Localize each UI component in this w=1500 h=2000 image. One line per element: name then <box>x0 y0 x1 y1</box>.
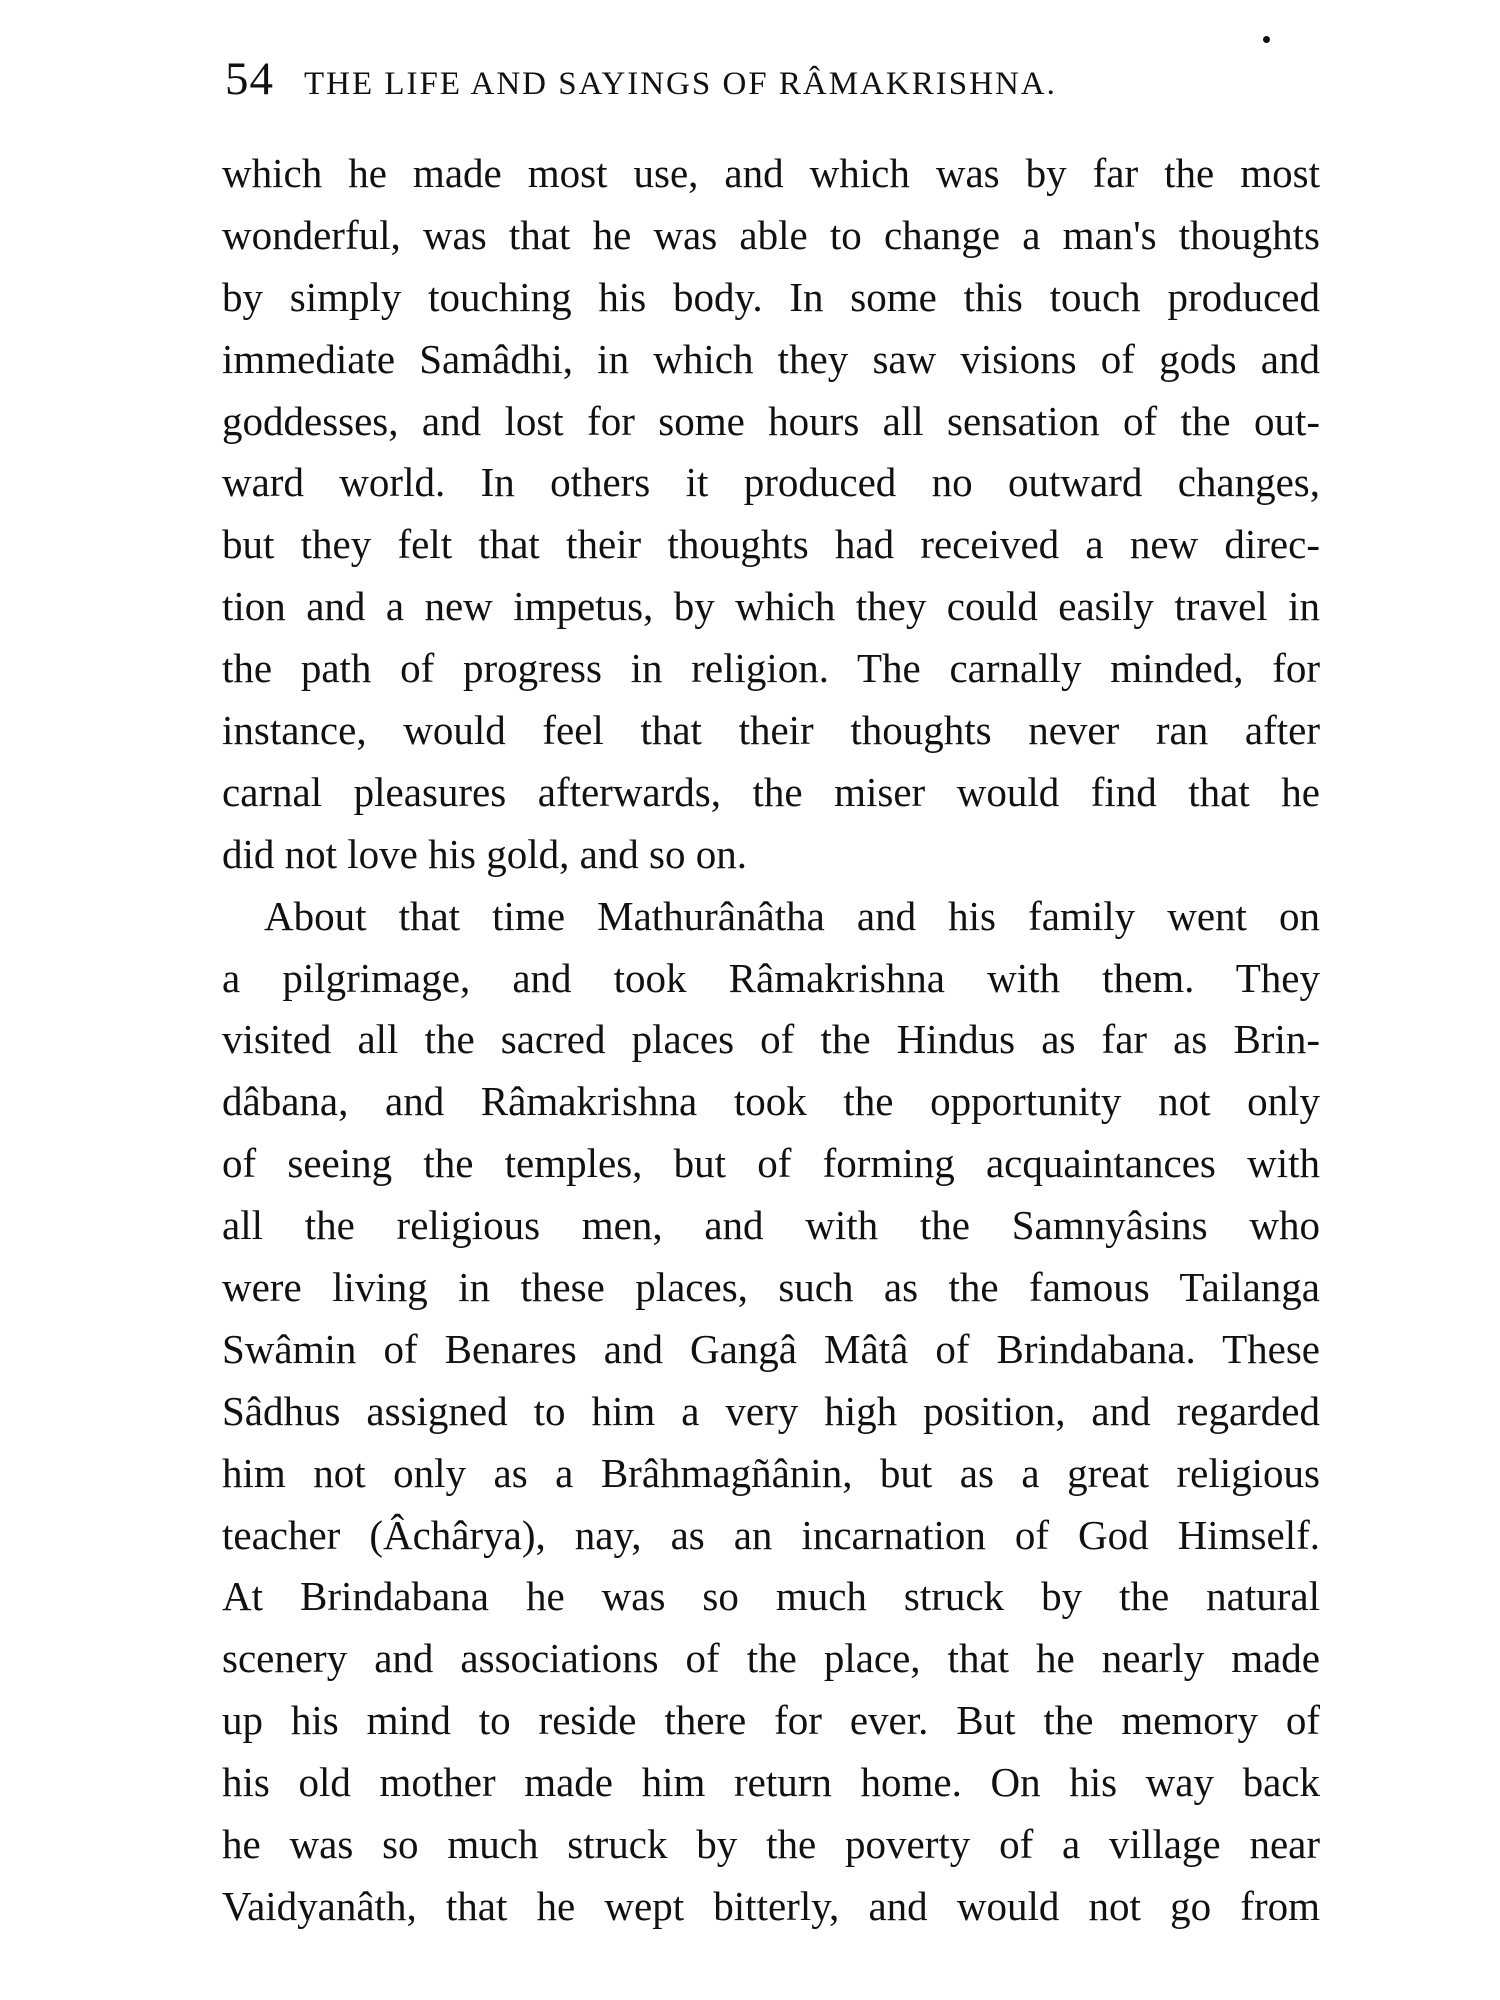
text-line: of seeing the temples, but of forming acquaintances with <box>222 1140 1320 1187</box>
text-line: did not love his gold, and so on. <box>222 830 748 877</box>
text-line: tion and a new impetus, by which they could easily travel in <box>222 583 1320 630</box>
text-line: which he made most use, and which was by far the most <box>222 150 1320 196</box>
text-line: instance, would feel that their thoughts never ran after <box>222 707 1320 754</box>
running-head-title: THE LIFE AND SAYINGS OF RÂMAKRISHNA. <box>304 66 1057 102</box>
text-line: by simply touching his body. In some this touch produced <box>222 273 1320 320</box>
text-line: ward world. In others it produced no outward changes, <box>222 459 1320 506</box>
text-line: carnal pleasures afterwards, the miser would find that he <box>222 768 1320 815</box>
text-line: were living in these places, such as the famous Tailanga <box>222 1264 1320 1311</box>
text-line: his old mother made him return home. On his way back <box>222 1759 1320 1806</box>
text-line: a pilgrimage, and took Râmakrishna with them. They <box>222 954 1320 1001</box>
page-number: 54 <box>225 53 274 105</box>
text-line: all the religious men, and with the Samnyâsins who <box>222 1202 1320 1249</box>
text-line: wonderful, was that he was able to change a man's thoughts <box>222 211 1320 258</box>
text-line: scenery and associations of the place, that he nearly made <box>222 1635 1320 1682</box>
text-line: he was so much struck by the poverty of a village near <box>222 1821 1320 1868</box>
text-line: him not only as a Brâhmagñânin, but as a great religious <box>222 1449 1320 1496</box>
paragraph-2 <box>222 886 1320 1938</box>
text-line: immediate Samâdhi, in which they saw visions of gods and <box>222 335 1320 382</box>
ink-speck <box>1263 36 1270 43</box>
text-line: visited all the sacred places of the Hindus as far as Brin- <box>222 1016 1320 1063</box>
text-line: but they felt that their thoughts had received a new direc- <box>222 521 1320 568</box>
text-line: At Brindabana he was so much struck by the natural <box>222 1573 1320 1620</box>
text-line: up his mind to reside there for ever. But the memory of <box>222 1697 1320 1744</box>
text-line: teacher (Âchârya), nay, as an incarnation of God Himself. <box>222 1511 1320 1558</box>
text-line: Sâdhus assigned to him a very high position, and regarded <box>222 1387 1320 1434</box>
running-head <box>225 52 1305 112</box>
text-line: Vaidyanâth, that he wept bitterly, and would not go from <box>222 1882 1320 1929</box>
text-line: About that time Mathurânâtha and his family went on <box>264 892 1320 939</box>
body-text <box>222 143 1320 1938</box>
text-line: Swâmin of Benares and Gangâ Mâtâ of Brindabana. These <box>222 1325 1320 1372</box>
paragraph-1 <box>222 143 1320 886</box>
text-line: goddesses, and lost for some hours all sensation of the out- <box>222 397 1320 444</box>
text-line: the path of progress in religion. The carnally minded, for <box>222 645 1320 692</box>
text-line: dâbana, and Râmakrishna took the opportunity not only <box>222 1078 1320 1125</box>
